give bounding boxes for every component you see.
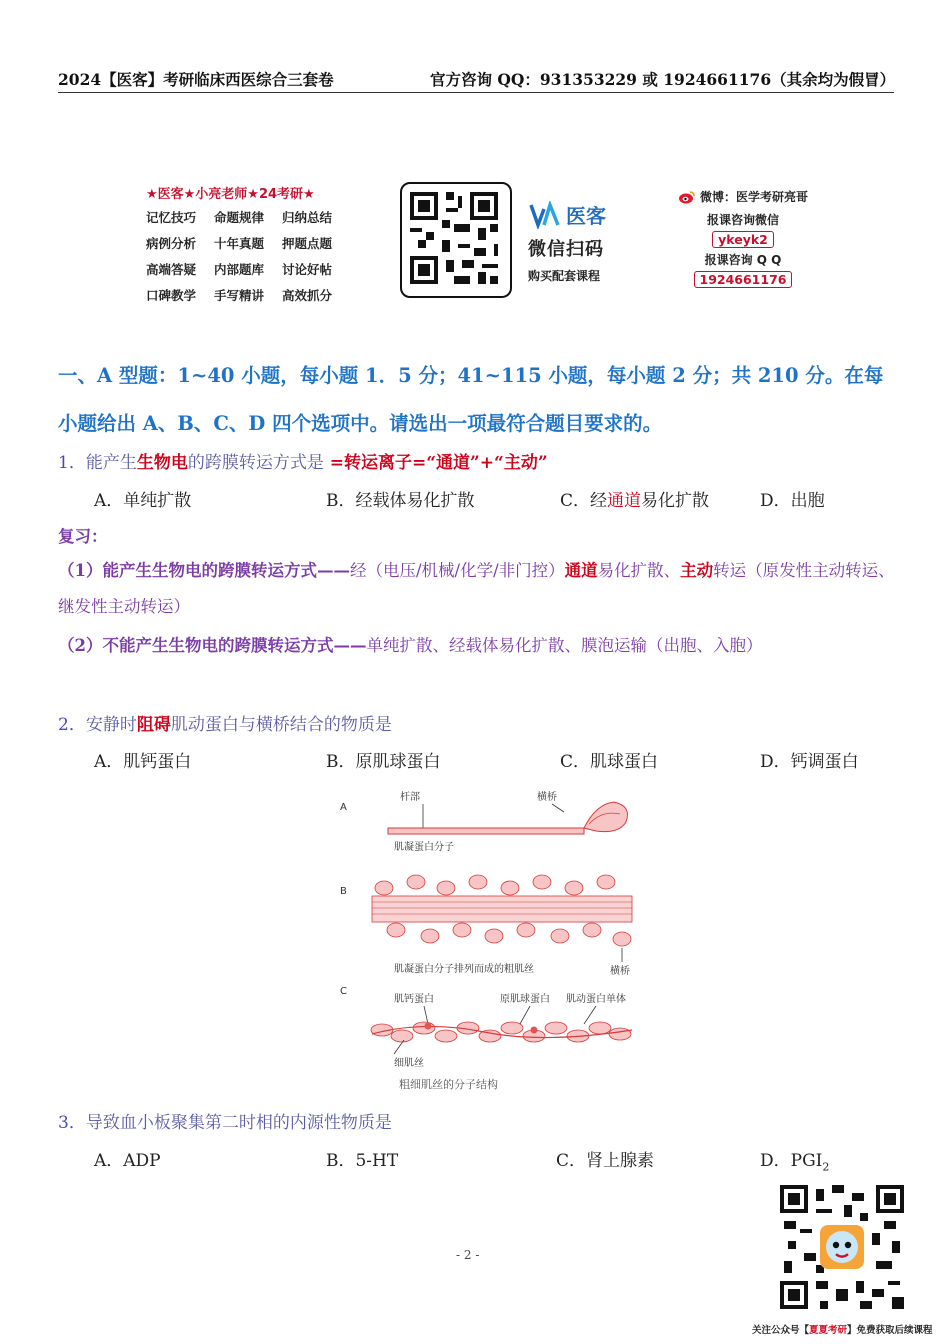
stem-note: =转运离子=“通道”+“主动”	[323, 453, 548, 473]
label-tropomyosin: 原肌球蛋白	[500, 994, 550, 1005]
q1-option-c[interactable]	[560, 486, 709, 511]
promo-row	[146, 260, 346, 278]
question-3-stem	[58, 1108, 392, 1133]
stem-highlight: 阻碍	[136, 715, 171, 735]
label-thin-filament: 细肌丝	[394, 1058, 424, 1069]
section-heading: 一、A 型题：1~40 小题，每小题 1．5 分；41~115 小题，每小题 2 分；共 210 分。在每小题给出 A、B、C、D 四个选项中。请选出一项最符合题目要求的。	[58, 364, 884, 435]
review-point-1	[58, 553, 898, 625]
promo-item: 高端答疑	[146, 262, 197, 277]
label-troponin: 肌钙蛋白	[394, 994, 434, 1005]
promo-item: 内部题库	[214, 262, 265, 277]
option-text: 易化扩散	[641, 491, 710, 511]
header-contact: 官方咨询 QQ：931353229 或 1924661176（其余均为假冒）	[430, 70, 896, 89]
promo-row	[146, 208, 346, 226]
yike-logo-icon	[528, 201, 562, 229]
promo-banner-features	[146, 183, 346, 312]
q1-option-a[interactable]: A．单纯扩散	[94, 491, 192, 511]
review-point-head: （1）能产生生物电的跨膜转运方式——	[58, 561, 350, 580]
wechat-label: 报课咨询微信	[706, 213, 779, 227]
label-myosin-molecule: 肌凝蛋白分子	[394, 842, 454, 853]
figure-caption: 粗细肌丝的分子结构	[399, 1078, 498, 1091]
caption-highlight: 夏夏考研	[809, 1325, 848, 1336]
q3-option-a[interactable]: A．ADP	[94, 1151, 161, 1171]
qq-id[interactable]: 1924661176	[694, 271, 793, 288]
official-account-qr-code[interactable]	[780, 1185, 904, 1309]
q2-option-c[interactable]: C．肌球蛋白	[560, 752, 659, 772]
promo-banner-scan	[528, 200, 606, 284]
q1-option-d[interactable]: D．出胞	[760, 491, 825, 511]
promo-row	[146, 286, 346, 304]
brand-name: 医客	[566, 204, 606, 228]
page-number: - 2 -	[456, 1248, 480, 1262]
page-header	[58, 68, 894, 93]
caption-text: 关注公众号【	[752, 1325, 810, 1336]
option-text: C．经	[560, 491, 608, 511]
review-point-body: 转运（原发性主动转运、继发性主动转运）	[58, 561, 895, 616]
promo-item: 手写精讲	[214, 288, 265, 303]
stem-text: 导致血小板聚集第二时相的内源性物质是	[85, 1113, 392, 1133]
question-2-stem	[58, 710, 392, 735]
buy-course-text: 购买配套课程	[528, 269, 601, 283]
promo-item: 十年真题	[214, 236, 265, 251]
q2-option-b[interactable]: B．原肌球蛋白	[326, 752, 441, 772]
question-1-stem	[58, 448, 548, 473]
panel-label-a: A	[340, 802, 347, 813]
promo-item: 命题规律	[214, 210, 265, 225]
question-number: 3．	[58, 1113, 86, 1133]
q3-option-c[interactable]: C．肾上腺素	[556, 1151, 655, 1171]
weibo-account: 微博：医学考研亮哥	[699, 190, 808, 204]
promo-banner-contact	[668, 188, 818, 291]
stem-highlight: 生物电	[136, 453, 188, 473]
label-thick-filament: 肌凝蛋白分子排列而成的粗肌丝	[394, 964, 534, 975]
option-text: D．PGI	[760, 1151, 823, 1171]
leader-line	[520, 1006, 530, 1024]
stem-text: 的跨膜转运方式是	[187, 453, 324, 473]
q1-option-b[interactable]: B．经载体易化扩散	[326, 491, 475, 511]
thick-filament	[372, 875, 632, 946]
stem-text: 安静时	[85, 715, 137, 735]
promo-item: 记忆技巧	[146, 210, 197, 225]
official-account-caption	[752, 1322, 933, 1336]
review-point-body: 经（电压/机械/化学/非门控）	[349, 561, 565, 580]
brand-logo	[528, 200, 606, 229]
promo-item: 押题点题	[282, 236, 333, 251]
review-highlight: 主动	[680, 561, 714, 580]
question-number: 2．	[58, 715, 86, 735]
caption-text: 】免费获取后续课程	[847, 1325, 933, 1336]
q2-option-d[interactable]: D．钙调蛋白	[760, 752, 859, 772]
promo-item: 归纳总结	[282, 210, 333, 225]
stem-text: 肌动蛋白与横桥结合的物质是	[170, 715, 392, 735]
leader-line	[584, 1006, 596, 1024]
myosin-head	[584, 802, 628, 832]
thin-filament	[371, 1022, 632, 1042]
label-crossbridge: 横桥	[610, 966, 630, 977]
q2-option-a[interactable]: A．肌钙蛋白	[94, 752, 192, 772]
stem-text: 能产生	[85, 453, 137, 473]
label-rod: 杆部	[400, 792, 420, 803]
leader-line	[424, 1006, 428, 1024]
review-point-2	[58, 628, 898, 664]
promo-title: ★医客★小亮老师★24考研★	[146, 187, 315, 202]
review-point-head: （2）不能产生生物电的跨膜转运方式——	[58, 636, 367, 655]
qr-code-icon	[402, 184, 506, 292]
myosin-rod	[388, 828, 584, 834]
label-crossbridge-head: 横桥	[537, 792, 557, 803]
qr-code-icon	[780, 1185, 904, 1309]
review-point-body: 易化扩散、	[597, 561, 681, 580]
promo-item: 病例分析	[146, 236, 197, 251]
scan-text: 微信扫码	[528, 239, 604, 260]
q3-option-d[interactable]	[760, 1146, 829, 1173]
filament-structure-figure	[334, 784, 644, 1094]
leader-line	[552, 804, 564, 812]
promo-item: 口碑教学	[146, 288, 197, 303]
label-actin-monomer: 肌动蛋白单体	[566, 994, 626, 1005]
promo-item: 高效抓分	[282, 288, 333, 303]
qq-label: 报课咨询 Q Q	[704, 253, 782, 267]
weibo-line	[668, 188, 818, 205]
wechat-id[interactable]: ykeyk2	[712, 231, 774, 248]
question-number: 1．	[58, 453, 86, 473]
q3-option-b[interactable]: B．5-HT	[326, 1151, 399, 1171]
panel-label-b: B	[340, 886, 347, 897]
wechat-qr-code[interactable]	[400, 182, 512, 298]
review-point-body: 单纯扩散、经载体易化扩散、膜泡运输（出胞、入胞）	[366, 636, 763, 655]
promo-item: 讨论好帖	[282, 262, 333, 277]
option-highlight: 通道	[607, 491, 642, 511]
promo-row	[146, 234, 346, 252]
option-subscript: 2	[822, 1160, 830, 1174]
panel-label-c: C	[340, 986, 347, 997]
review-highlight: 通道	[564, 561, 598, 580]
review-title: 复习：	[58, 527, 108, 546]
header-title: 2024【医客】考研临床西医综合三套卷	[58, 70, 334, 89]
weibo-icon	[678, 190, 696, 204]
